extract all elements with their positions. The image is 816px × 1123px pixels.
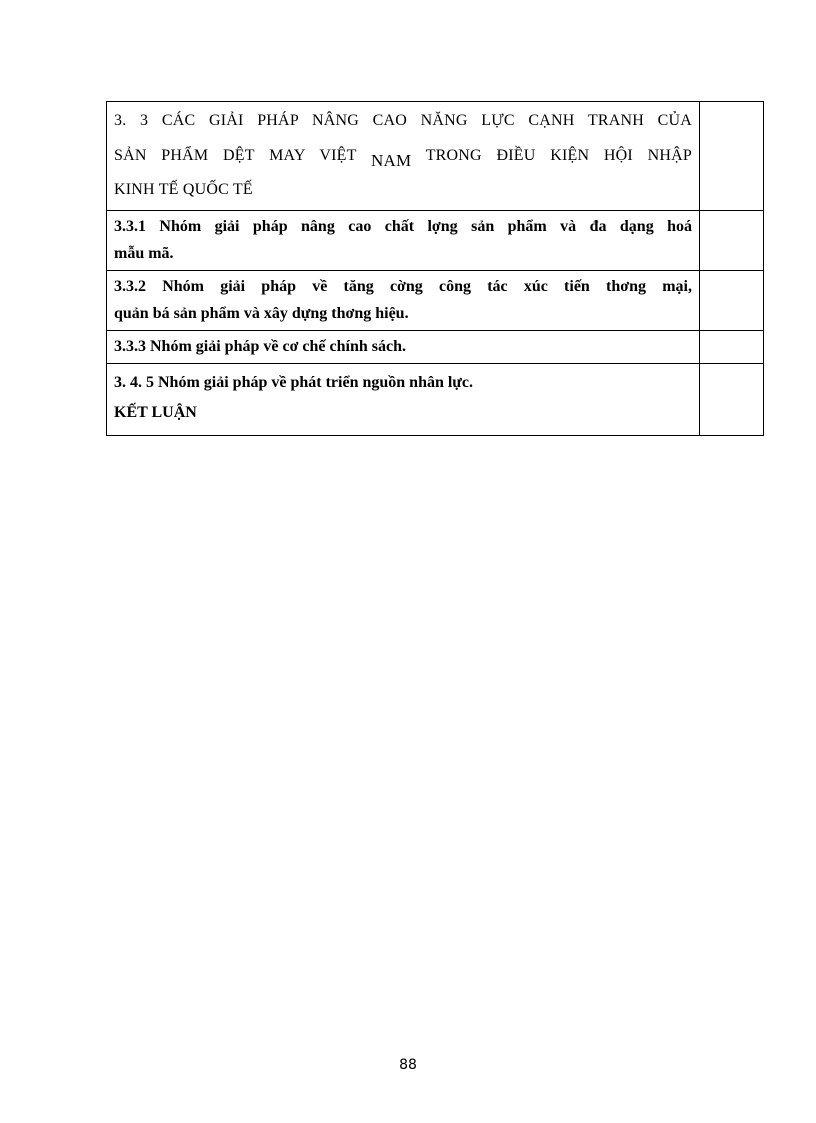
toc-entry-line: mẫu mã. (114, 245, 174, 262)
toc-heading-line: KINH TẾ QUỐC TẾ (114, 181, 253, 198)
toc-entry-line: 3. 4. 5 Nhóm giải pháp về phát triển nguồn nhân lực. (114, 374, 474, 391)
toc-entry-text (107, 271, 700, 331)
toc-row (107, 364, 764, 436)
toc-page-cell (700, 364, 764, 436)
toc-heading-line: 3. 3 CÁC GIẢI PHÁP NÂNG CAO NĂNG LỰC CẠNH TRANH CỦA (114, 112, 692, 129)
toc-heading-line (114, 138, 692, 173)
toc-entry-line: 3.3.1 Nhóm giải pháp nâng cao chất lợng sản phẩm và đa dạng hoá (114, 218, 692, 235)
toc-entry-text (107, 211, 700, 271)
toc-entry-line: quản bá sản phẩm và xây dựng thơng hiệu. (114, 305, 409, 322)
toc-page-cell (700, 211, 764, 271)
toc-entry-text (107, 102, 700, 211)
table-of-contents (106, 101, 764, 436)
toc-entry-line: KẾT LUẬN (114, 404, 197, 421)
toc-entry-line: 3.3.2 Nhóm giải pháp về tăng cờng công tác xúc tiến thơng mại, (114, 278, 692, 295)
toc-page-cell (700, 331, 764, 364)
toc-row (107, 211, 764, 271)
toc-row (107, 271, 764, 331)
page-number: 88 (399, 1057, 417, 1073)
toc-row (107, 331, 764, 364)
toc-entry-text (107, 364, 700, 436)
toc-page-cell (700, 102, 764, 211)
toc-heading-segment: SẢN PHẨM DỆT MAY VIỆT (114, 147, 357, 164)
toc-heading-segment: TRONG ĐIỀU KIỆN HỘI NHẬP (425, 147, 692, 164)
toc-entry-line: 3.3.3 Nhóm giải pháp về cơ chế chính sách. (114, 338, 406, 355)
toc-page-cell (700, 271, 764, 331)
toc-row (107, 102, 764, 211)
toc-entry-text (107, 331, 700, 364)
toc-heading-segment: NAM (371, 151, 412, 170)
